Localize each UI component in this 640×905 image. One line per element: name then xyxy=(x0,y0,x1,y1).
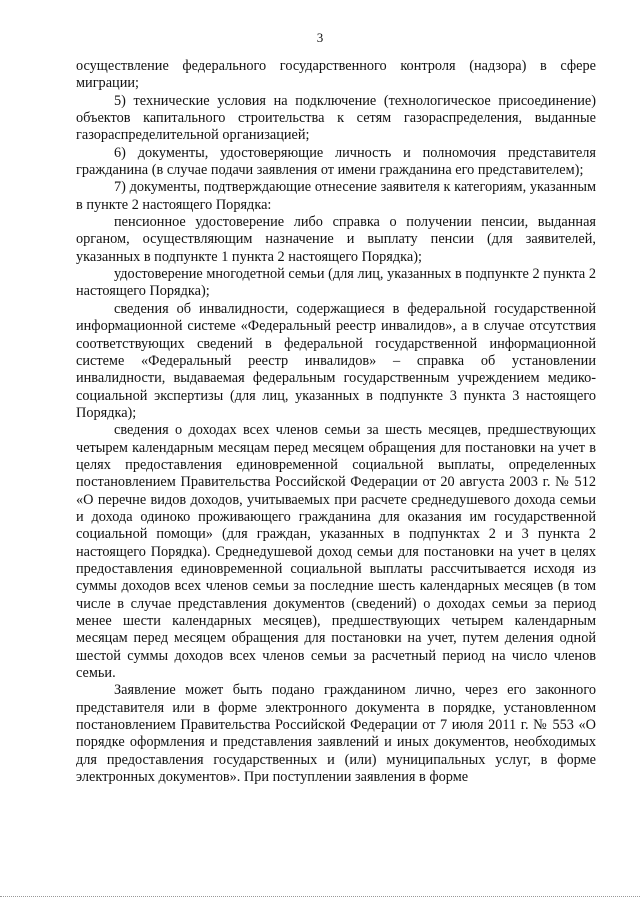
paragraph-application-submission: Заявление может быть подано гражданином лично, через его законного представителя или в форме электронного документа в порядке, установленном постановлением Правительства Российской Федерации от 7 июля 2011 г. № 553 «О порядке оформления и представления заявлений и иных документов, необходимых для предоставления государственных и (или) муниципальных услуг, в форме электронных документов». При поступлении заявления в форме xyxy=(76,682,596,786)
paragraph-disability-info: сведения об инвалидности, содержащиеся в федеральной государственной информационной системе «Федеральный реестр инвалидов», а в случае отсутствия соответствующих сведений в федеральной государственной информационной системе «Федеральный реестр инвалидов» – справка об установлении инвалидности, выдаваемая федеральным государственным учреждением медико-социальной экспертизы (для лиц, указанных в подпункте 3 пункта 3 настоящего Порядка); xyxy=(76,300,596,421)
paragraph-family-income-info: сведения о доходах всех членов семьи за шесть месяцев, предшествующих четырем календарным месяцам перед месяцем обращения для постановки на учет в целях предоставления единовременной социальной выплаты, определенных постановлением Правительства Российской Федерации от 20 августа 2003 г. № 512 «О перечне видов доходов, учитываемых при расчете среднедушевого дохода семьи и дохода одиноко проживающего гражданина для оказания им государственной социальной помощи» (для граждан, указанных в подпунктах 2 и 3 пункта 2 настоящего Порядка). Среднедушевой доход семьи для постановки на учет в целях предоставления единовременной социальной выплаты рассчитывается исходя из суммы доходов всех членов семьи за последние шесть календарных месяцев (в том числе в случае представления документов (сведений) о доходах семьи за период менее шести календарных месяцев), предшествующих четырем календарным месяцам перед месяцем обращения для постановки на учет, путем деления одной шестой суммы доходов всех членов семьи за расчетный период на число членов семьи. xyxy=(76,422,596,682)
paragraph-large-family-certificate: удостоверение многодетной семьи (для лиц, указанных в подпункте 2 пункта 2 настоящего Порядка); xyxy=(76,266,596,300)
page-number: 3 xyxy=(316,30,324,45)
paragraph-migration-continuation: осуществление федерального государственного контроля (надзора) в сфере миграции; xyxy=(76,58,596,92)
document-body xyxy=(76,58,596,786)
paragraph-item-7-category-documents: 7) документы, подтверждающие отнесение заявителя к категориям, указанным в пункте 2 настоящего Порядка: xyxy=(76,179,596,213)
paragraph-pension-certificate: пенсионное удостоверение либо справка о получении пенсии, выданная органом, осуществляющим назначение и выплату пенсии (для заявителей, указанных в подпункте 1 пункта 2 настоящего Порядка); xyxy=(76,214,596,265)
paragraph-item-6-identity-documents: 6) документы, удостоверяющие личность и полномочия представителя гражданина (в случае подачи заявления от имени гражданина его представителем); xyxy=(76,144,596,179)
scan-bottom-edge xyxy=(0,896,640,897)
paragraph-item-5-technical-conditions: 5) технические условия на подключение (технологическое присоединение) объектов капитального строительства к сетям газораспределения, выданные газораспределительной организацией; xyxy=(76,92,596,144)
